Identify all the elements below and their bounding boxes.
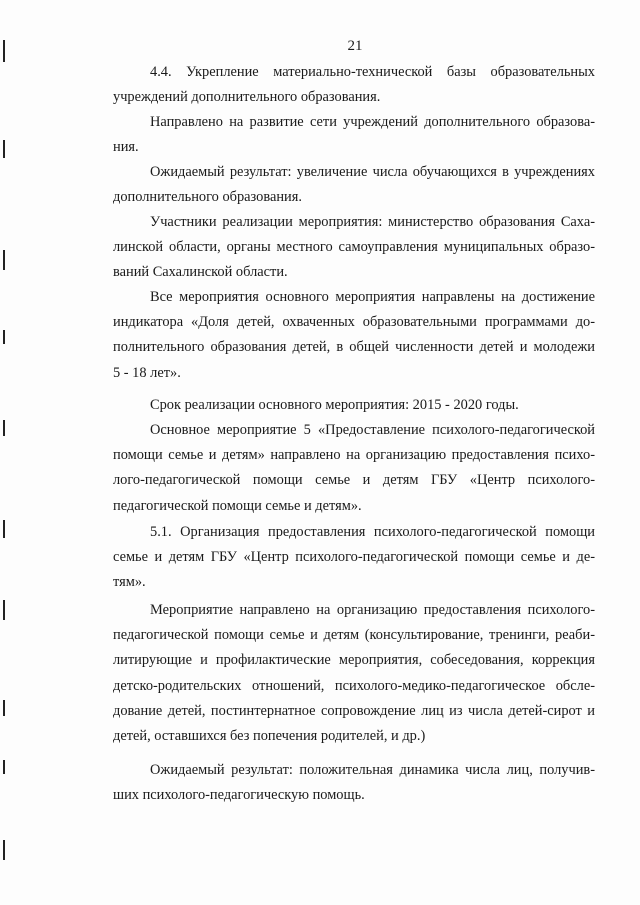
paragraph-line: 5.1. Организация предоставления психолого-педагогической помощи xyxy=(150,524,595,540)
paragraph-line: 5 - 18 лет». xyxy=(113,364,181,381)
paragraph xyxy=(113,210,595,286)
paragraph-line: ния. xyxy=(113,139,139,156)
paragraph xyxy=(113,520,595,596)
paragraph xyxy=(113,418,595,519)
paragraph-line: детско-родительских отношений, психолого-медико-педагогическое обсле- xyxy=(113,677,595,694)
paragraph-line: ших психолого-педагогическую помощь. xyxy=(113,787,365,804)
paragraph-line: 4.4. Укрепление материально-технической базы образовательных xyxy=(150,64,595,80)
paragraph-line: полнительного образования детей, в общей численности детей и молодежи xyxy=(113,339,595,356)
paragraph-line: учреждений дополнительного образования. xyxy=(113,89,381,106)
paragraph-line: Ожидаемый результат: положительная динамика числа лиц, получив- xyxy=(150,762,595,778)
paragraph-line: тям». xyxy=(113,574,146,591)
paragraph xyxy=(113,598,595,749)
paragraph xyxy=(113,393,595,418)
paragraph-line: дование детей, постинтернатное сопровождение лиц из числа детей-сирот и xyxy=(113,702,595,719)
page-number: 21 xyxy=(347,38,363,54)
paragraph-line: помощи семье и детям» направлено на организацию предоставления психо- xyxy=(113,447,595,464)
paragraph-line: педагогической помощи семье и детям (консультирование, тренинги, реаби- xyxy=(113,627,595,644)
paragraph-line: Все мероприятия основного мероприятия направлены на достижение xyxy=(150,289,595,305)
paragraph xyxy=(113,758,595,808)
paragraph xyxy=(113,60,595,110)
paragraph-line: дополнительного образования. xyxy=(113,189,302,206)
paragraph-line: семье и детям ГБУ «Центр психолого-педагогической помощи семье и де- xyxy=(113,549,595,566)
paragraph xyxy=(113,285,595,386)
paragraph xyxy=(113,110,595,160)
paragraph-line: Мероприятие направлено на организацию предоставления психолого- xyxy=(150,602,595,618)
paragraph-line: линской области, органы местного самоуправления муниципальных образо- xyxy=(113,239,595,256)
paragraph-line: Участники реализации мероприятия: министерство образования Саха- xyxy=(150,214,595,230)
paragraph-line: педагогической помощи семье и детям». xyxy=(113,497,362,514)
paragraph-line: Ожидаемый результат: увеличение числа обучающихся в учреждениях xyxy=(150,164,595,180)
paragraph-line: Срок реализации основного мероприятия: 2015 - 2020 годы. xyxy=(150,397,519,413)
paragraph-line: ваний Сахалинской области. xyxy=(113,264,288,281)
paragraph xyxy=(113,160,595,210)
paragraph-line: индикатора «Доля детей, охваченных образовательными программами до- xyxy=(113,314,595,331)
paragraph-line: детей, оставшихся без попечения родителей, и др.) xyxy=(113,728,426,745)
paragraph-line: литирующие и профилактические мероприятия, собеседования, коррекция xyxy=(113,652,595,669)
scan-edge-marks xyxy=(0,0,8,905)
paragraph-line: лого-педагогической помощи семье и детям ГБУ «Центр психолого- xyxy=(113,472,595,489)
paragraph-line: Основное мероприятие 5 «Предоставление психолого-педагогической xyxy=(150,422,595,438)
paragraph-line: Направлено на развитие сети учреждений дополнительного образова- xyxy=(150,114,595,130)
